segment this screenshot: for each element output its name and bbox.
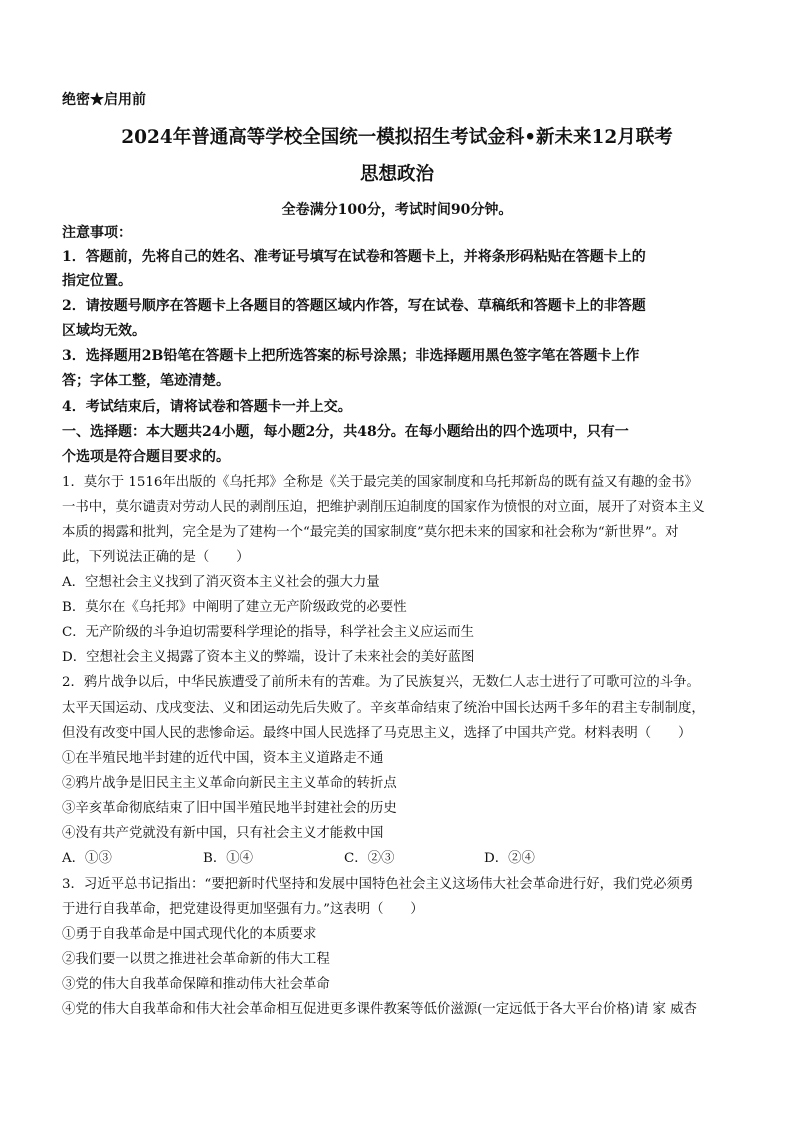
q2-item: ④没有共产党就没有新中国，只有社会主义才能救中国 [62,826,384,841]
q1-stem-line: 本质的揭露和批判，完全是为了建构一个“最完美的国家制度”莫尔把未来的国家和社会称为“新世界”。对 [62,525,679,540]
q2-choice-b: B．①④ [203,851,254,866]
q1-stem-line: 一书中，莫尔谴责对劳动人民的剥削压迫，把维护剥削压迫制度的国家作为愤恨的对立面，展开了对资本主义 [62,500,705,515]
notes-line: 4．考试结束后，请将试卷和答题卡一并上交。 [62,399,352,415]
q2-choice-c: C．②③ [344,851,395,866]
q1-option-a: A．空想社会主义找到了消灭资本主义社会的强大力量 [62,575,380,590]
q3-stem-line: 于进行自我革命，把党建设得更加坚强有力。”这表明（ ） [62,902,424,917]
q3-item: ②我们要一以贯之推进社会革命新的伟大工程 [62,952,330,967]
q1-option-d: D．空想社会主义揭露了资本主义的弊端，设计了未来社会的美好蓝图 [62,650,475,665]
confidential-label: 绝密★启用前 [62,92,146,108]
q1-stem-line: 此，下列说法正确的是（ ） [62,550,250,565]
notes-line: 1．答题前，先将自己的姓名、准考证号填写在试卷和答题卡上，并将条形码粘贴在答题卡上的 [62,249,646,265]
q2-item: ②鸦片战争是旧民主主义革命向新民主主义革命的转折点 [62,776,397,791]
q3-item: ④党的伟大自我革命和伟大社会革命相互促进更多课件教案等低价滋源(一定远低于各大平台价格)请 家 威杏 [62,1002,697,1017]
exam-title: 2024年普通高等学校全国统一模拟招生考试金科•新未来12月联考 [121,127,673,148]
q2-item: ①在半殖民地半封建的近代中国，资本主义道路走不通 [62,751,384,766]
q2-stem-line: 但没有改变中国人民的悲惨命运。最终中国人民选择了马克思主义，选择了中国共产党。材料表明（ ） [62,726,692,741]
section-heading: 一、选择题：本大题共24小题，每小题2分，共48分。在每小题给出的四个选项中，只有一 [62,424,629,440]
q3-stem-line: 3．习近平总书记指出：“要把新时代坚持和发展中国特色社会主义这场伟大社会革命进行好，我们党必须勇 [62,877,694,892]
q2-stem-line: 太平天国运动、戊戌变法、义和团运动先后失败了。辛亥革命结束了统治中国长达两千多年的君主专制制度， [62,701,705,716]
q2-choice-a: A．①③ [62,851,112,866]
notes-line: 2．请按题号顺序在答题卡上各题目的答题区域内作答，写在试卷、草稿纸和答题卡上的非答题 [62,298,646,314]
q1-stem-line: 1．莫尔于 1516年出版的《乌托邦》全称是《关于最完美的国家制度和乌托邦新岛的既有益又有趣的金书》 [62,475,699,490]
section-heading: 个选项是符合题目要求的。 [62,449,230,465]
q3-item: ③党的伟大自我革命保障和推动伟大社会革命 [62,977,330,992]
q3-item: ①勇于自我革命是中国式现代化的本质要求 [62,927,317,942]
notes-line: 区域均无效。 [62,323,146,339]
notes-line: 指定位置。 [62,273,132,289]
notes-line: 3．选择题用2B铅笔在答题卡上把所选答案的标号涂黑；非选择题用黑色签字笔在答题卡上作 [62,348,640,364]
q1-option-b: B．莫尔在《乌托邦》中阐明了建立无产阶级政党的必要性 [62,600,407,615]
q1-option-c: C．无产阶级的斗争迫切需要科学理论的指导，科学社会主义应运而生 [62,625,474,640]
subject-title: 思想政治 [359,164,434,185]
q2-choice-d: D．②④ [484,851,535,866]
q2-item: ③辛亥革命彻底结束了旧中国半殖民地半封建社会的历史 [62,801,397,816]
score-time-note: 全卷满分100分，考试时间90分钟。 [281,202,513,218]
notes-heading: 注意事项： [62,225,132,241]
notes-line: 答；字体工整，笔迹清楚。 [62,373,230,389]
q2-stem-line: 2．鸦片战争以后，中华民族遭受了前所未有的苦难。为了民族复兴，无数仁人志士进行了可歌可泣的斗争。 [62,675,700,690]
